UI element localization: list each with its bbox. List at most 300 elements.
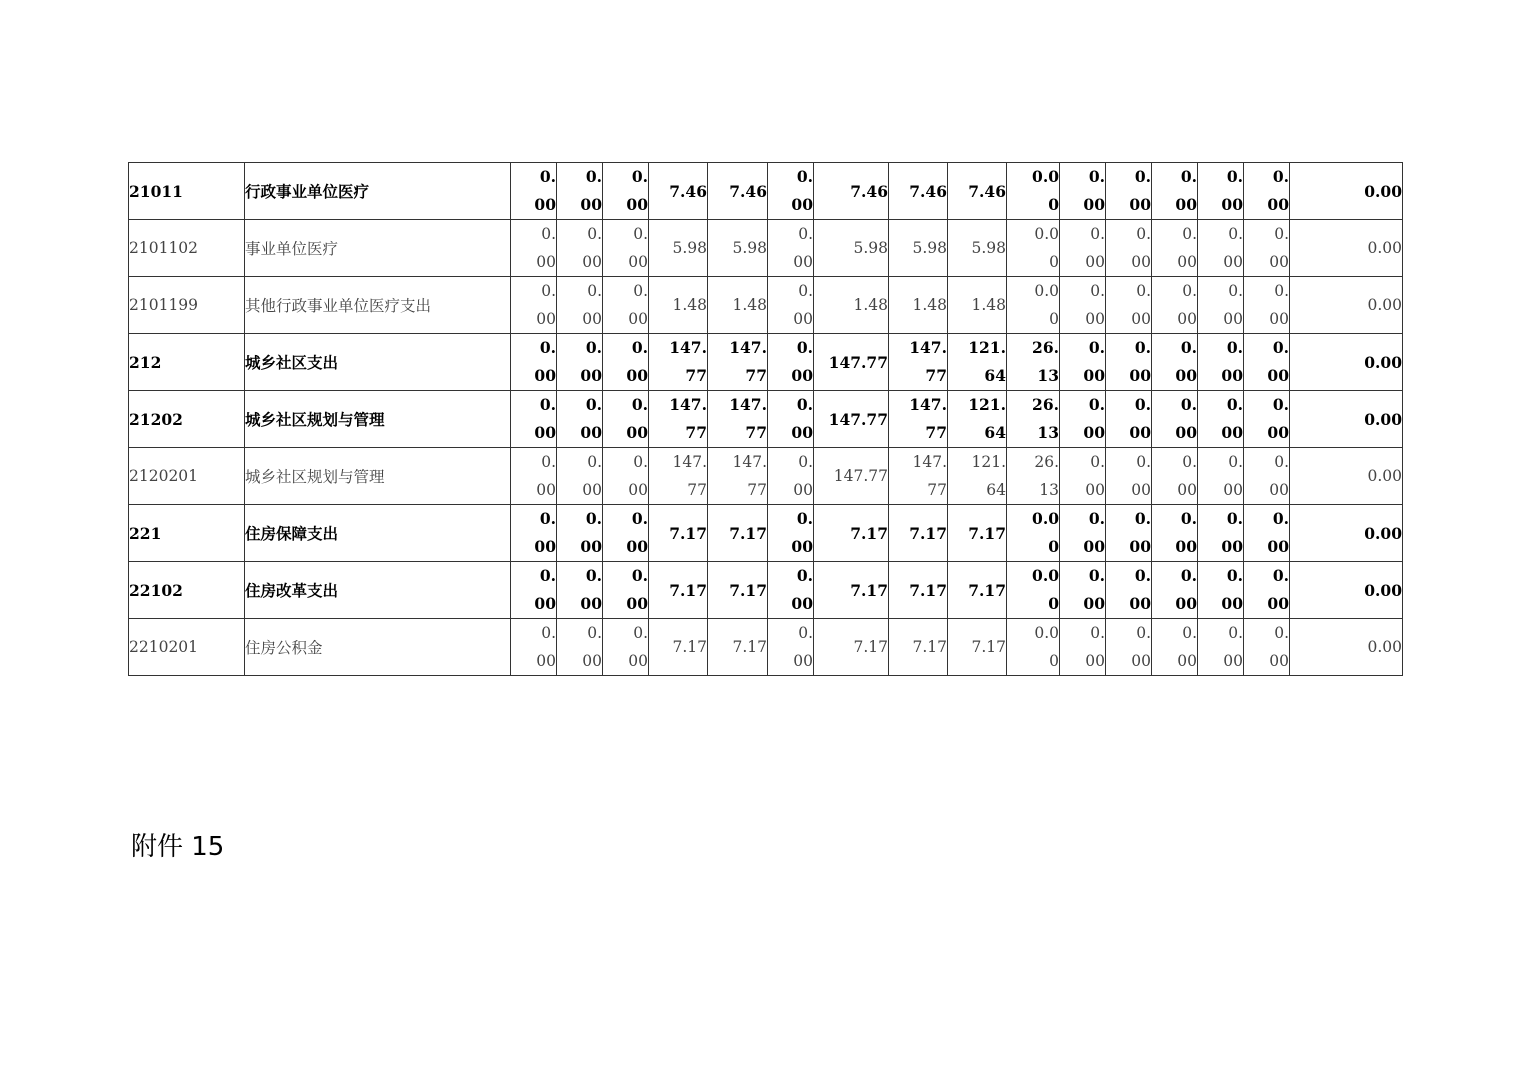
amount-line-2: 00 — [536, 253, 556, 271]
amount-line-1: 121. — [971, 453, 1006, 471]
amount-line-2: 00 — [1177, 310, 1197, 328]
amount-cell — [1060, 505, 1106, 562]
amount-line-2: 00 — [534, 195, 556, 214]
amount-line-2: 77 — [745, 423, 767, 442]
amount-cell — [603, 619, 649, 676]
amount-line-2: 00 — [791, 537, 813, 556]
amount-cell — [889, 391, 948, 448]
amount-line-1: 0. — [541, 624, 556, 642]
amount-cell — [1106, 448, 1152, 505]
amount-cell: 7.17 — [889, 619, 948, 676]
amount-line-2: 00 — [1223, 481, 1243, 499]
amount-cell — [768, 391, 814, 448]
amount-cell — [1152, 163, 1198, 220]
amount-line-2: 00 — [1269, 253, 1289, 271]
amount-cell — [1060, 220, 1106, 277]
amount-cell — [708, 334, 768, 391]
amount-line-1: 0. — [1134, 509, 1151, 528]
amount-line-2: 00 — [1131, 310, 1151, 328]
amount-line-2: 00 — [1269, 310, 1289, 328]
amount-line-2: 0 — [1048, 594, 1059, 613]
amount-cell — [1152, 562, 1198, 619]
amount-cell — [1007, 562, 1060, 619]
amount-cell — [1007, 277, 1060, 334]
amount-line-1: 0. — [1182, 225, 1197, 243]
amount-cell — [1244, 505, 1290, 562]
amount-line-1: 0. — [1226, 167, 1243, 186]
amount-line-2: 77 — [747, 481, 767, 499]
amount-line-1: 26. — [1032, 395, 1059, 414]
amount-cell: 147.77 — [814, 448, 889, 505]
amount-line-1: 0. — [1134, 566, 1151, 585]
amount-line-2: 00 — [791, 594, 813, 613]
amount-cell — [603, 562, 649, 619]
amount-line-1: 0.0 — [1034, 282, 1059, 300]
amount-line-1: 0. — [1182, 453, 1197, 471]
amount-line-2: 77 — [687, 481, 707, 499]
amount-line-2: 00 — [1083, 537, 1105, 556]
amount-line-1: 121. — [968, 395, 1006, 414]
amount-line-2: 00 — [1267, 594, 1289, 613]
amount-line-1: 0. — [798, 453, 813, 471]
amount-cell — [1060, 562, 1106, 619]
amount-line-2: 00 — [793, 481, 813, 499]
amount-line-1: 0.0 — [1032, 167, 1059, 186]
amount-line-1: 0. — [1136, 282, 1151, 300]
amount-line-1: 0. — [541, 282, 556, 300]
amount-cell: 5.98 — [814, 220, 889, 277]
amount-cell — [1060, 448, 1106, 505]
amount-line-1: 0.0 — [1034, 624, 1059, 642]
amount-line-2: 00 — [1131, 253, 1151, 271]
amount-line-1: 0. — [585, 566, 602, 585]
amount-cell — [1244, 220, 1290, 277]
amount-line-2: 00 — [1085, 310, 1105, 328]
amount-line-1: 0. — [1134, 338, 1151, 357]
amount-cell — [1244, 334, 1290, 391]
table-row — [129, 277, 1403, 334]
amount-line-1: 0. — [1226, 338, 1243, 357]
amount-cell — [1198, 619, 1244, 676]
amount-cell — [557, 505, 603, 562]
amount-line-2: 00 — [626, 366, 648, 385]
row-name-cell: 城乡社区规划与管理 — [245, 391, 511, 448]
amount-line-2: 00 — [1221, 423, 1243, 442]
amount-line-1: 0. — [796, 395, 813, 414]
amount-line-1: 147. — [912, 453, 947, 471]
amount-cell: 1.48 — [708, 277, 768, 334]
amount-line-1: 0. — [1272, 395, 1289, 414]
amount-cell — [1007, 619, 1060, 676]
amount-line-2: 13 — [1037, 423, 1059, 442]
amount-line-1: 147. — [672, 453, 707, 471]
amount-cell — [1007, 391, 1060, 448]
amount-line-2: 00 — [1129, 195, 1151, 214]
amount-line-2: 00 — [582, 652, 602, 670]
amount-line-2: 00 — [1085, 652, 1105, 670]
row-name-cell: 事业单位医疗 — [245, 220, 511, 277]
amount-line-1: 0. — [631, 566, 648, 585]
amount-line-2: 00 — [1221, 594, 1243, 613]
amount-line-2: 00 — [1175, 594, 1197, 613]
amount-cell — [1152, 505, 1198, 562]
amount-line-2: 00 — [582, 481, 602, 499]
amount-cell — [1198, 220, 1244, 277]
amount-line-1: 0. — [587, 453, 602, 471]
amount-line-2: 00 — [1267, 537, 1289, 556]
amount-cell — [1152, 220, 1198, 277]
amount-cell — [511, 391, 557, 448]
row-name-cell: 其他行政事业单位医疗支出 — [245, 277, 511, 334]
amount-line-1: 0. — [1274, 453, 1289, 471]
amount-line-2: 00 — [582, 310, 602, 328]
amount-line-2: 00 — [1129, 537, 1151, 556]
amount-cell — [768, 334, 814, 391]
amount-cell — [768, 220, 814, 277]
amount-line-1: 0. — [585, 167, 602, 186]
amount-line-1: 0. — [1090, 453, 1105, 471]
amount-line-1: 0. — [1180, 395, 1197, 414]
amount-cell: 7.17 — [889, 505, 948, 562]
amount-line-1: 0. — [1274, 282, 1289, 300]
amount-line-1: 0. — [1226, 395, 1243, 414]
amount-line-1: 121. — [968, 338, 1006, 357]
amount-cell — [1152, 619, 1198, 676]
amount-line-2: 0 — [1049, 310, 1059, 328]
amount-cell: 147.77 — [814, 334, 889, 391]
amount-line-1: 0. — [798, 282, 813, 300]
amount-line-1: 0. — [631, 395, 648, 414]
amount-cell — [1152, 277, 1198, 334]
amount-line-1: 0. — [796, 167, 813, 186]
amount-cell — [511, 619, 557, 676]
amount-cell: 7.17 — [649, 619, 708, 676]
amount-line-1: 0.0 — [1032, 509, 1059, 528]
amount-line-1: 0. — [1272, 509, 1289, 528]
amount-cell: 7.17 — [814, 505, 889, 562]
amount-line-1: 0. — [1088, 167, 1105, 186]
attachment-label: 附件 15 — [131, 832, 225, 862]
amount-line-2: 00 — [1129, 594, 1151, 613]
amount-line-1: 0. — [633, 624, 648, 642]
amount-cell — [603, 277, 649, 334]
amount-line-2: 00 — [1131, 481, 1151, 499]
amount-cell — [603, 334, 649, 391]
amount-cell: 5.98 — [889, 220, 948, 277]
amount-cell — [1198, 163, 1244, 220]
amount-cell — [1007, 505, 1060, 562]
amount-line-1: 0. — [796, 338, 813, 357]
amount-cell — [603, 505, 649, 562]
amount-cell — [557, 220, 603, 277]
row-total-cell: 0.00 — [1290, 448, 1403, 505]
amount-cell — [1106, 619, 1152, 676]
amount-cell — [1198, 448, 1244, 505]
row-code-cell: 221 — [129, 505, 245, 562]
amount-line-2: 00 — [793, 310, 813, 328]
amount-cell — [1198, 277, 1244, 334]
row-total-cell: 0.00 — [1290, 163, 1403, 220]
row-name-cell: 城乡社区支出 — [245, 334, 511, 391]
amount-line-1: 147. — [669, 395, 707, 414]
amount-line-2: 00 — [626, 537, 648, 556]
amount-cell: 7.17 — [948, 505, 1007, 562]
row-name-cell: 城乡社区规划与管理 — [245, 448, 511, 505]
amount-line-2: 00 — [580, 537, 602, 556]
amount-line-2: 00 — [626, 195, 648, 214]
amount-line-1: 0. — [1272, 338, 1289, 357]
amount-cell — [511, 562, 557, 619]
amount-cell — [649, 391, 708, 448]
amount-cell: 5.98 — [708, 220, 768, 277]
amount-cell — [1244, 163, 1290, 220]
amount-line-1: 0. — [633, 282, 648, 300]
amount-cell — [948, 448, 1007, 505]
amount-line-2: 00 — [1267, 195, 1289, 214]
amount-cell — [1007, 220, 1060, 277]
amount-cell — [1152, 334, 1198, 391]
amount-line-2: 00 — [1131, 652, 1151, 670]
amount-cell — [889, 448, 948, 505]
amount-line-2: 00 — [582, 253, 602, 271]
amount-line-2: 0 — [1049, 253, 1059, 271]
amount-cell — [511, 163, 557, 220]
amount-cell — [1007, 163, 1060, 220]
amount-cell: 5.98 — [948, 220, 1007, 277]
amount-line-2: 00 — [628, 652, 648, 670]
amount-cell: 7.17 — [948, 562, 1007, 619]
amount-line-2: 00 — [1269, 652, 1289, 670]
amount-cell — [1106, 220, 1152, 277]
amount-line-1: 0. — [1088, 566, 1105, 585]
amount-line-1: 147. — [729, 395, 767, 414]
amount-cell — [557, 391, 603, 448]
amount-cell — [1198, 505, 1244, 562]
amount-cell — [768, 619, 814, 676]
amount-line-2: 00 — [1129, 423, 1151, 442]
row-code-cell: 21011 — [129, 163, 245, 220]
amount-line-2: 0 — [1049, 652, 1059, 670]
amount-cell — [948, 391, 1007, 448]
amount-line-1: 0. — [539, 395, 556, 414]
amount-line-2: 00 — [580, 195, 602, 214]
budget-table — [128, 162, 1403, 676]
amount-line-2: 00 — [626, 423, 648, 442]
amount-line-1: 0. — [1228, 453, 1243, 471]
amount-cell — [1106, 163, 1152, 220]
amount-cell: 7.17 — [708, 562, 768, 619]
amount-cell — [557, 334, 603, 391]
amount-cell — [649, 448, 708, 505]
amount-line-2: 00 — [1175, 423, 1197, 442]
row-code-cell: 2120201 — [129, 448, 245, 505]
amount-line-2: 77 — [925, 423, 947, 442]
amount-line-1: 0. — [1180, 167, 1197, 186]
amount-line-1: 0. — [1274, 225, 1289, 243]
amount-line-1: 0. — [587, 225, 602, 243]
amount-cell: 1.48 — [889, 277, 948, 334]
amount-line-2: 00 — [1267, 366, 1289, 385]
amount-line-2: 00 — [1175, 537, 1197, 556]
table-row — [129, 163, 1403, 220]
amount-cell — [1244, 619, 1290, 676]
amount-cell — [1060, 619, 1106, 676]
amount-cell — [768, 505, 814, 562]
amount-line-1: 147. — [729, 338, 767, 357]
amount-cell — [1060, 163, 1106, 220]
amount-line-2: 00 — [1221, 366, 1243, 385]
amount-cell — [1106, 391, 1152, 448]
amount-cell — [1106, 505, 1152, 562]
amount-cell — [1244, 448, 1290, 505]
amount-cell: 7.46 — [948, 163, 1007, 220]
amount-line-1: 0. — [1090, 282, 1105, 300]
amount-line-2: 00 — [534, 537, 556, 556]
amount-line-2: 00 — [534, 366, 556, 385]
amount-line-1: 0. — [1090, 225, 1105, 243]
amount-line-2: 00 — [1175, 366, 1197, 385]
amount-cell: 7.46 — [889, 163, 948, 220]
amount-line-2: 64 — [984, 366, 1006, 385]
amount-cell — [511, 448, 557, 505]
amount-line-2: 00 — [580, 423, 602, 442]
amount-line-2: 00 — [1223, 652, 1243, 670]
table-row — [129, 391, 1403, 448]
amount-line-2: 64 — [984, 423, 1006, 442]
amount-line-2: 00 — [793, 652, 813, 670]
amount-line-1: 26. — [1034, 453, 1059, 471]
amount-line-1: 0. — [631, 509, 648, 528]
amount-line-2: 77 — [685, 423, 707, 442]
row-total-cell: 0.00 — [1290, 391, 1403, 448]
amount-cell: 7.17 — [649, 562, 708, 619]
amount-line-1: 0. — [585, 338, 602, 357]
amount-line-1: 0. — [796, 566, 813, 585]
amount-line-1: 0. — [1136, 453, 1151, 471]
amount-cell — [768, 448, 814, 505]
amount-line-2: 64 — [986, 481, 1006, 499]
amount-line-1: 0. — [1182, 282, 1197, 300]
amount-line-2: 0 — [1048, 537, 1059, 556]
amount-line-1: 0. — [1134, 167, 1151, 186]
amount-line-1: 0. — [585, 395, 602, 414]
amount-line-2: 00 — [536, 310, 556, 328]
amount-line-2: 00 — [1083, 195, 1105, 214]
amount-line-2: 00 — [1221, 537, 1243, 556]
amount-cell — [603, 391, 649, 448]
amount-line-1: 0. — [1090, 624, 1105, 642]
amount-cell — [603, 163, 649, 220]
amount-line-2: 00 — [580, 366, 602, 385]
amount-line-2: 00 — [793, 253, 813, 271]
amount-line-1: 26. — [1032, 338, 1059, 357]
amount-line-2: 00 — [534, 423, 556, 442]
amount-line-2: 00 — [1177, 481, 1197, 499]
amount-line-1: 147. — [909, 395, 947, 414]
amount-line-2: 00 — [791, 423, 813, 442]
amount-cell — [1007, 448, 1060, 505]
row-total-cell: 0.00 — [1290, 619, 1403, 676]
amount-cell — [1198, 391, 1244, 448]
row-total-cell: 0.00 — [1290, 505, 1403, 562]
amount-line-2: 00 — [628, 253, 648, 271]
amount-line-1: 0. — [1134, 395, 1151, 414]
row-total-cell: 0.00 — [1290, 220, 1403, 277]
table-row — [129, 448, 1403, 505]
amount-line-1: 0. — [585, 509, 602, 528]
amount-line-1: 147. — [909, 338, 947, 357]
amount-line-2: 0 — [1048, 195, 1059, 214]
row-code-cell: 2210201 — [129, 619, 245, 676]
amount-line-2: 00 — [1223, 253, 1243, 271]
amount-cell: 7.46 — [649, 163, 708, 220]
amount-line-2: 00 — [536, 481, 556, 499]
amount-cell — [511, 334, 557, 391]
amount-cell: 7.17 — [889, 562, 948, 619]
amount-cell: 7.17 — [649, 505, 708, 562]
row-name-cell: 行政事业单位医疗 — [245, 163, 511, 220]
amount-cell — [511, 220, 557, 277]
amount-line-2: 00 — [1177, 652, 1197, 670]
amount-line-1: 0. — [633, 453, 648, 471]
amount-line-2: 00 — [1083, 366, 1105, 385]
amount-cell — [557, 277, 603, 334]
amount-line-1: 0. — [631, 338, 648, 357]
amount-line-2: 00 — [1267, 423, 1289, 442]
amount-line-2: 00 — [1223, 310, 1243, 328]
amount-line-1: 0.0 — [1032, 566, 1059, 585]
amount-cell: 7.17 — [708, 505, 768, 562]
amount-cell — [708, 391, 768, 448]
amount-line-2: 00 — [1269, 481, 1289, 499]
amount-line-2: 00 — [534, 594, 556, 613]
amount-cell — [1106, 334, 1152, 391]
amount-cell — [1244, 277, 1290, 334]
amount-line-1: 0. — [1180, 566, 1197, 585]
amount-line-1: 147. — [669, 338, 707, 357]
amount-line-1: 0. — [539, 566, 556, 585]
amount-line-2: 00 — [626, 594, 648, 613]
amount-cell — [1060, 391, 1106, 448]
amount-line-1: 0. — [798, 225, 813, 243]
amount-cell — [603, 448, 649, 505]
amount-line-1: 0. — [1136, 624, 1151, 642]
table-row — [129, 505, 1403, 562]
amount-line-1: 0. — [1180, 509, 1197, 528]
amount-line-2: 77 — [745, 366, 767, 385]
amount-cell: 1.48 — [649, 277, 708, 334]
amount-line-1: 0. — [587, 624, 602, 642]
amount-line-1: 0. — [1274, 624, 1289, 642]
amount-line-2: 00 — [1129, 366, 1151, 385]
row-code-cell: 2101199 — [129, 277, 245, 334]
amount-cell — [708, 448, 768, 505]
amount-line-1: 0. — [633, 225, 648, 243]
amount-cell — [1106, 562, 1152, 619]
amount-line-1: 0. — [631, 167, 648, 186]
row-total-cell: 0.00 — [1290, 334, 1403, 391]
amount-cell — [511, 277, 557, 334]
amount-line-1: 0. — [1136, 225, 1151, 243]
amount-line-1: 0. — [1272, 566, 1289, 585]
amount-line-2: 00 — [1177, 253, 1197, 271]
amount-cell — [1244, 391, 1290, 448]
amount-cell — [889, 334, 948, 391]
amount-line-1: 0. — [587, 282, 602, 300]
amount-line-1: 0.0 — [1034, 225, 1059, 243]
amount-cell: 7.17 — [814, 619, 889, 676]
amount-cell — [603, 220, 649, 277]
